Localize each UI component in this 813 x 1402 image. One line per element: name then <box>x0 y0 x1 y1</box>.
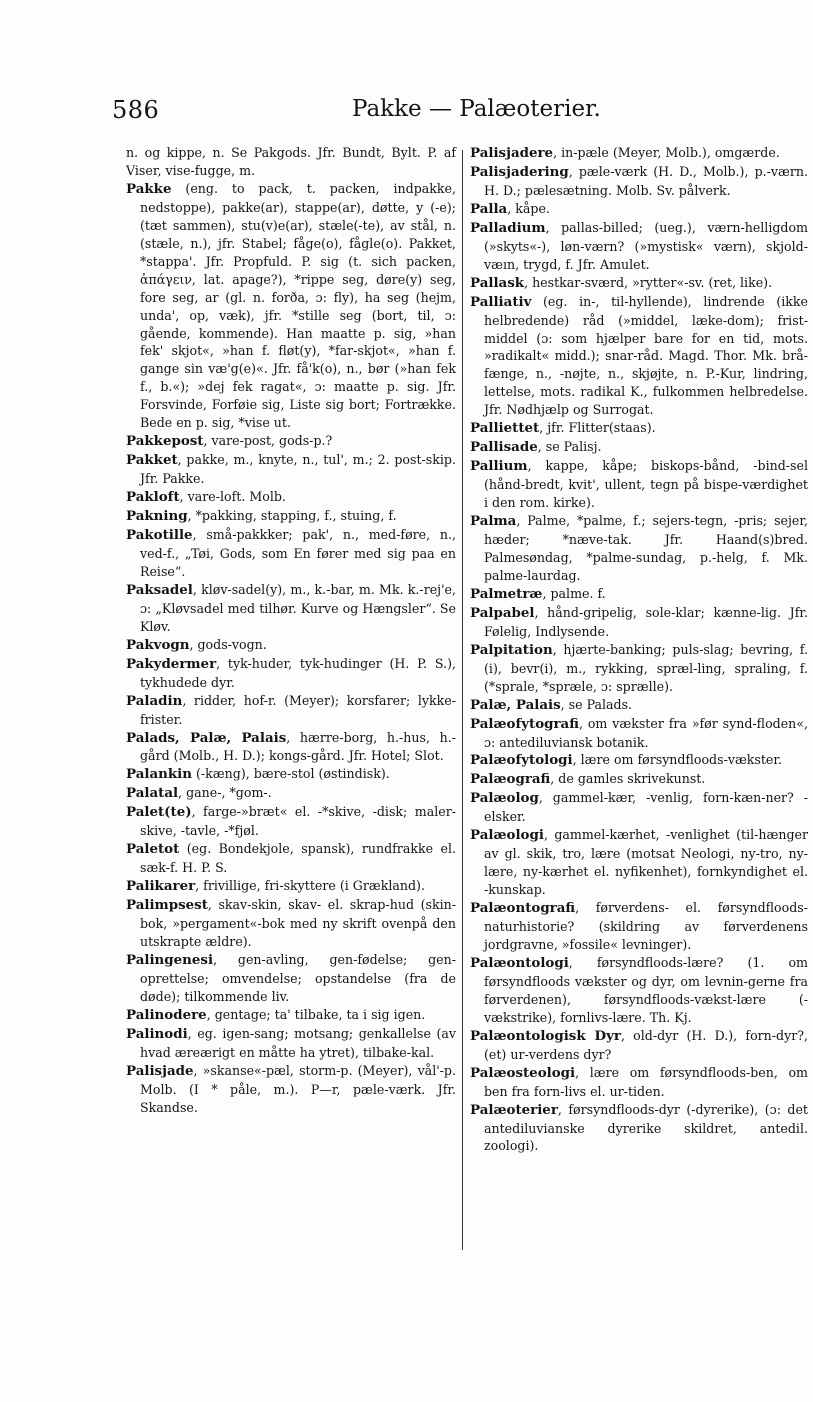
entry-definition: (eg. in-, til-hyllende), lindrende (ikke helbredende) råd (»middel, læke-dom); frist-middel (ɔ: som hjælper bare for en tid, mots. »radikalt« midd.); snar-råd. Magd. Thor. Mk. brå-fænge, n., -nøjte, n., skjøjte, n. P.-Kur, lindring, lettelse, mots. radikal K., fulkommen helbredelse. Jfr. Nødhjælp og Surrogat. <box>484 293 808 418</box>
dictionary-entry <box>126 784 456 803</box>
entry-definition: , *pakking, stapping, f., stuing, f. <box>187 508 397 524</box>
entry-definition: , gane-, *gom-. <box>178 785 272 801</box>
entry-headword: Palæontologisk Dyr <box>470 1027 621 1044</box>
dictionary-entry <box>470 604 808 641</box>
entry-headword: Paladin <box>126 692 183 709</box>
entry-definition: , små-pakkker; pak', n., med-føre, n., ved-f., „Tøi, Gods, som En fører med sig paa en Reise“. <box>140 527 456 579</box>
dictionary-entry <box>126 692 456 729</box>
entry-definition: , gentage; ta' tilbake, ta i sig igen. <box>206 1006 426 1022</box>
dictionary-entry <box>470 770 808 789</box>
entry-definition: , gen-avling, gen-fødelse; gen-oprettelse; omvendelse; opstandelse (fra de døde); tilkommende liv. <box>140 951 456 1004</box>
entry-definition: , førverdens- el. førsyndfloods-naturhistorie? (skildring av førverdenens jordgravne, »fossile« levninger). <box>484 900 808 952</box>
entry-headword: Palingenesi <box>126 951 214 968</box>
page-number: 586 <box>112 96 160 124</box>
dictionary-entry <box>126 507 456 526</box>
entry-definition: (eng. to pack, t. packen, indpakke, nedstoppe), pakke(ar), stappe(ar), døtte, y (-e); (tæt sammen), stu(v)e(ar), stæle(-te), av stål, n. (stæle, n.), jfr. Stabel; fåge(o), fågle(o). Pakket, *stappa'. Jfr. Propfuld. P. sig (t. sich packen, ἀπάγειν, lat. apage?), *rippe seg, døre(y) seg, fore seg, ar (gl. n. forða, ɔ: fly), ha seg (hejm, unda', op, væk), jfr. *stille seg (bort, til, ɔ: gående, kommende). Han maatte p. sig, »han fek' skjot«, »han f. fløt(y), *far-skjot«, »han f. gange sin væ'g(e)«. Jfr. få'k(o), n., bør (»han fek f., b.«); »dej fek ragat«, ɔ: maatte p. sig. Jfr. Forsvinde, Forføie sig, Liste sig bort; Fortrække. Bede en p. sig, *vise ut. <box>140 180 456 431</box>
dictionary-entry <box>126 432 456 451</box>
entry-headword: Pakotille <box>126 527 193 544</box>
entry-definition: , hjærte-banking; puls-slag; bevring, f. (i), bevr(i), m., rykking, spræl-ling, spraling, f. (*sprale, *spræle, ɔ: sprælle). <box>484 641 808 694</box>
entry-headword: Palliettet <box>470 420 540 437</box>
dictionary-entry <box>126 581 456 636</box>
entry-headword: Palisjadering <box>470 163 569 180</box>
entry-definition: , førsyndfloods-dyr (-dyrerike), (ɔ: det antediluvianske dyrerike skildret, antedil. zoologi). <box>484 1101 808 1154</box>
dictionary-entry <box>470 826 808 899</box>
continued-entry <box>126 144 456 180</box>
entry-definition: , farge-»bræt« el. -*skive, -disk; maler-skive, -tavle, -*fjøl. <box>140 804 456 839</box>
entry-definition: , gods-vogn. <box>189 636 267 652</box>
entry-headword: Palæoterier <box>470 1101 558 1118</box>
entry-headword: Pakydermer <box>126 655 217 672</box>
entry-headword: Pakvogn <box>126 636 190 653</box>
entry-definition: , gammel-kær, -venlig, forn-kæn-ner? -elsker. <box>484 790 808 825</box>
entry-headword: Palma <box>470 513 517 530</box>
dictionary-entry <box>470 696 808 715</box>
dictionary-entry <box>470 144 808 163</box>
entry-definition: , frivillige, fri-skyttere (i Grækland). <box>195 878 425 894</box>
dictionary-entry <box>126 896 456 951</box>
dictionary-entry <box>470 293 808 420</box>
entry-headword: Palinodere <box>126 1006 207 1023</box>
entry-definition: (-kæng), bære-stol (østindisk). <box>192 766 390 782</box>
entry-definition: , de gamles skrivekunst. <box>550 771 706 787</box>
entry-definition: , hånd-gripelig, sole-klar; kænne-lig. Jfr. Følelig, Indlysende. <box>484 604 808 639</box>
entry-definition: , pakke, m., knyte, n., tul', m.; 2. post-skip. Jfr. Pakke. <box>140 452 456 487</box>
entry-definition: , skav-skin, skav- el. skrap-hud (skin-bok, »pergament«-bok med ny skrift ovenpå den utskrapte ældre). <box>140 897 456 949</box>
dictionary-entry <box>470 274 808 293</box>
dictionary-entry <box>470 457 808 512</box>
entry-definition: , kappe, kåpe; biskops-bånd, -bind-sel (hånd-bredt, kvit', ullent, tegn på bispe-værdighet i den rom. kirke). <box>484 458 808 511</box>
entry-definition: , ridder, hof-r. (Meyer); korsfarer; lykke-frister. <box>140 692 456 727</box>
entry-headword: Palliativ <box>470 293 532 310</box>
entry-headword: Palinodi <box>126 1025 188 1042</box>
entry-headword: Palæologi <box>470 827 544 844</box>
entry-definition: , førsyndfloods-lære? (1. om førsyndfloods vækster og dyr, om levnin-gerne fra førverdenen), førsyndfloods-vækst-lære (-vækstrike), fornlivs-lære. Th. Kj. <box>484 954 808 1025</box>
dictionary-entry <box>126 655 456 692</box>
dictionary-entry <box>470 641 808 696</box>
dictionary-entry <box>470 200 808 219</box>
dictionary-entry <box>470 585 808 604</box>
entry-definition: , lære om førsyndfloods-ben, om ben fra forn-livs el. ur-tiden. <box>484 1064 808 1099</box>
left-column <box>126 144 456 1117</box>
dictionary-entry <box>126 729 456 766</box>
entry-definition: , om vækster fra »før synd-floden«, ɔ: antediluviansk botanik. <box>484 715 808 750</box>
entry-headword: Palankin <box>126 766 192 783</box>
entry-definition: , old-dyr (H. D.), forn-dyr?, (et) ur-verdens dyr? <box>484 1027 808 1062</box>
entry-headword: Palisjadere <box>470 145 554 161</box>
page-header <box>112 96 700 132</box>
entry-definition: , in-pæle (Meyer, Molb.), omgærde. <box>553 145 780 160</box>
dictionary-entry <box>126 1062 456 1117</box>
entry-definition: , hestkar-sværd, »rytter«-sv. (ret, like). <box>524 274 773 290</box>
entry-definition: , jfr. Flitter(staas). <box>539 420 656 436</box>
entry-headword: Palmetræ <box>470 585 543 602</box>
entry-definition: (eg. Bondekjole, spansk), rundfrakke el. sæk-f. H. P. S. <box>140 841 456 876</box>
right-column <box>470 144 808 1155</box>
entry-headword: Palimpsest <box>126 897 208 914</box>
dictionary-entry <box>126 877 456 896</box>
entry-headword: Palæofytologi <box>470 752 573 769</box>
dictionary-entry <box>126 840 456 877</box>
dictionary-entry <box>126 526 456 581</box>
entry-headword: Palladium <box>470 219 546 236</box>
dictionary-entry <box>126 636 456 655</box>
entry-headword: Palatal <box>126 785 179 802</box>
entry-headword: Pakke <box>126 180 172 197</box>
dictionary-entry <box>470 789 808 826</box>
entry-definition: n. og kippe, n. Se Pakgods. Jfr. Bundt, Bylt. P. af Viser, vise-fugge, m. <box>126 145 456 178</box>
entry-definition: , eg. igen-sang; motsang; genkallelse (av hvad æreærigt en måtte ha ytret), tilbake-kal. <box>140 1025 456 1060</box>
entry-headword: Palæontografi <box>470 900 576 917</box>
entry-definition: , tyk-huder, tyk-hudinger (H. P. S.), tykhudede dyr. <box>140 655 456 690</box>
entry-headword: Palæ, Palais <box>470 696 561 713</box>
entry-headword: Palikarer <box>126 878 196 895</box>
dictionary-entry <box>470 715 808 752</box>
dictionary-entry <box>470 163 808 200</box>
entry-headword: Palæofytografi <box>470 715 579 732</box>
entry-definition: , Palme, *palme, f.; sejers-tegn, -pris; sejer, hæder; *næve-tak. Jfr. Haand(s)bred. Palmesøndag, *palme-sundag, p.-helg, f. Mk. palme-laurdag. <box>484 513 808 583</box>
entry-headword: Pallask <box>470 274 525 291</box>
entry-definition: , kløv-sadel(y), m., k.-bar, m. Mk. k.-rej'e, ɔ: „Kløvsadel med tilhør. Kurve og Hængsler“. Se Kløv. <box>140 581 456 634</box>
entry-headword: Paksadel <box>126 581 193 598</box>
entry-definition: , »skanse«-pæl, storm-p. (Meyer), vål'-p. Molb. (I * påle, m.). P—r, pæle-værk. Jfr. Skandse. <box>140 1062 456 1115</box>
entry-headword: Palæografi <box>470 771 551 788</box>
entry-definition: , palme. f. <box>542 585 606 601</box>
entry-headword: Palisjade <box>126 1062 194 1079</box>
dictionary-entry <box>470 219 808 274</box>
entry-headword: Palpitation <box>470 641 553 658</box>
column-divider <box>462 150 463 1250</box>
dictionary-entry <box>470 512 808 585</box>
entry-headword: Palla <box>470 200 508 217</box>
entry-headword: Palads, Palæ, Palais <box>126 729 287 746</box>
dictionary-entry <box>470 1064 808 1101</box>
dictionary-entry <box>126 803 456 840</box>
dictionary-entry <box>470 899 808 954</box>
dictionary-entry <box>126 1006 456 1025</box>
running-title: Pakke — Palæoterier. <box>352 96 601 122</box>
entry-headword: Pakkepost <box>126 433 204 450</box>
dictionary-entry <box>470 438 808 457</box>
entry-headword: Palæontologi <box>470 954 569 971</box>
entry-headword: Palpabel <box>470 604 535 621</box>
dictionary-entry <box>470 419 808 438</box>
entry-definition: , gammel-kærhet, -venlighet (til-hænger av gl. skik, tro, lære (motsat Neologi, ny-tro, ny-lære, ny-kærhet el. nyfikenhet), fornkyndighet el. -kunskap. <box>484 827 808 898</box>
dictionary-entry <box>126 180 456 432</box>
entry-headword: Palet(te) <box>126 804 192 821</box>
entry-headword: Pallisade <box>470 439 538 456</box>
dictionary-entry <box>126 765 456 784</box>
entry-definition: , kåpe. <box>507 200 550 216</box>
entry-headword: Pakloft <box>126 489 180 506</box>
dictionary-entry <box>126 451 456 488</box>
entry-headword: Pakket <box>126 452 178 469</box>
dictionary-entry <box>470 954 808 1027</box>
entry-definition: , pallas-billed; (ueg.), værn-helligdom (»skyts«-), løn-værn? (»mystisk« værn), skjold-væın, trygd, f. Jfr. Amulet. <box>484 219 808 272</box>
entry-definition: , lære om førsyndfloods-vækster. <box>572 752 783 768</box>
entry-headword: Pakning <box>126 508 188 525</box>
entry-headword: Pallium <box>470 458 528 475</box>
entry-definition: , hærre-borg, h.-hus, h.-gård (Molb., H. D.); kongs-gård. Jfr. Hotel; Slot. <box>140 729 456 764</box>
dictionary-entry <box>126 1025 456 1062</box>
entry-headword: Palæolog <box>470 790 539 807</box>
entry-headword: Paletot <box>126 841 180 858</box>
entry-definition: , pæle-værk (H. D., Molb.), p.-værn. H. D.; pælesætning. Molb. Sv. pålverk. <box>484 163 808 198</box>
entry-headword: Palæosteologi <box>470 1064 576 1081</box>
entry-definition: , se Palisj. <box>537 439 602 455</box>
entry-definition: , se Palads. <box>560 696 633 712</box>
dictionary-entry <box>470 1101 808 1156</box>
entry-definition: , vare-loft. Molb. <box>179 489 286 505</box>
dictionary-entry <box>126 951 456 1006</box>
dictionary-entry <box>470 751 808 770</box>
entry-definition: , vare-post, gods-p.? <box>203 433 333 449</box>
dictionary-entry <box>126 488 456 507</box>
dictionary-entry <box>470 1027 808 1064</box>
